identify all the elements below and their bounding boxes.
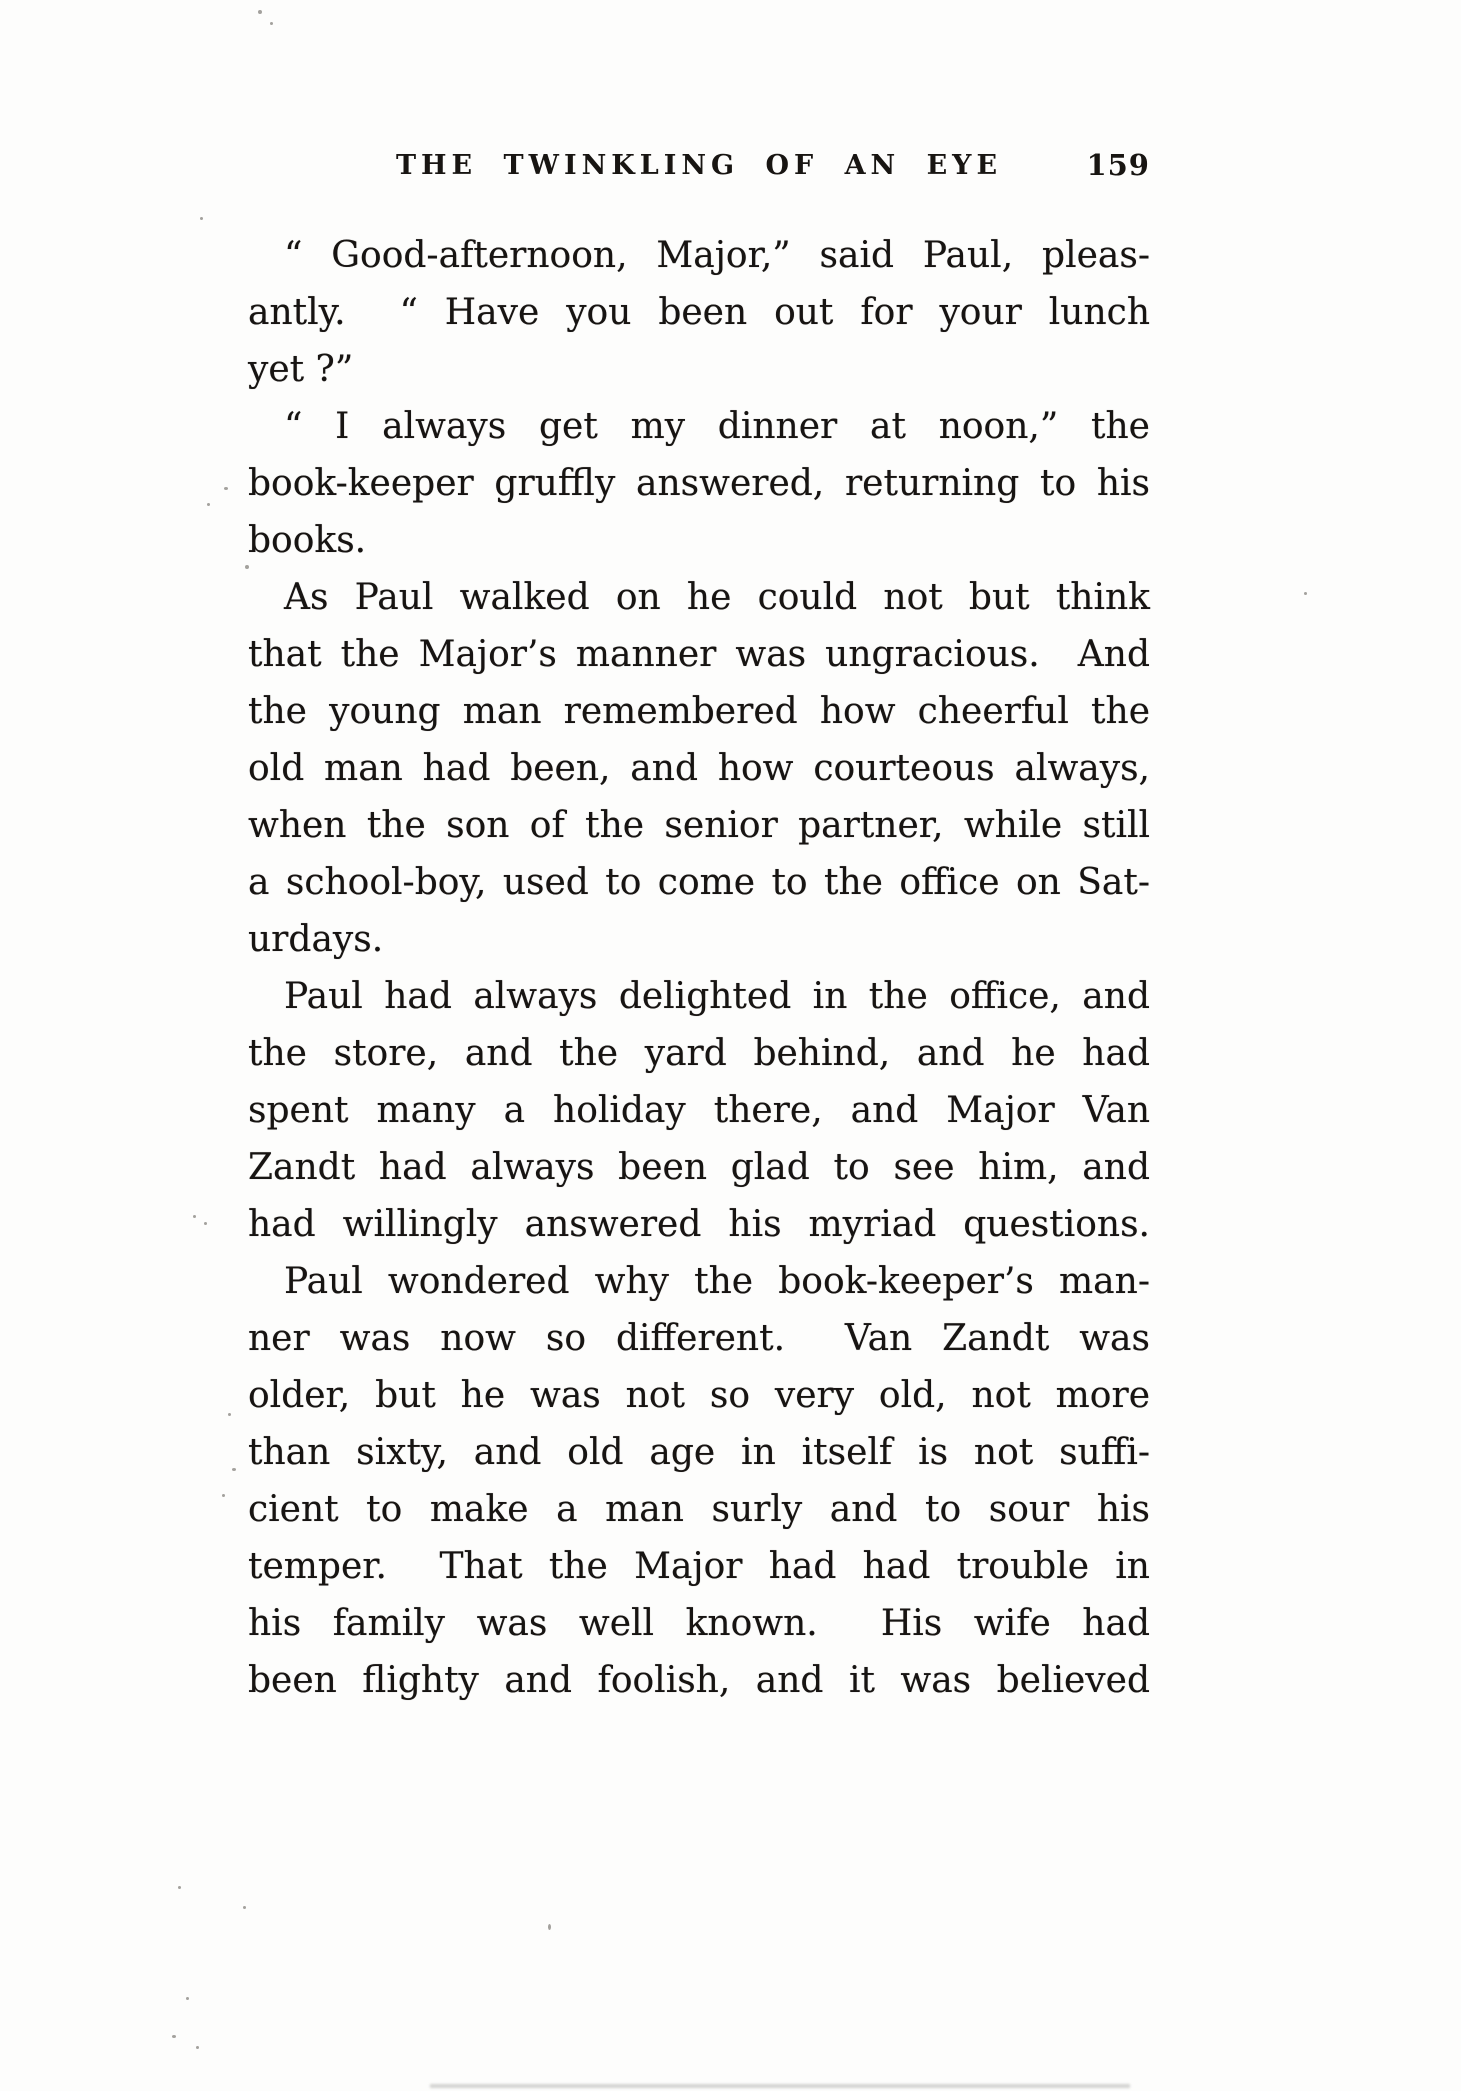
scan-speck <box>224 487 228 490</box>
scan-speck <box>232 1468 236 1471</box>
scan-speck <box>172 2035 176 2038</box>
text-line: when the son of the senior partner, while still <box>248 805 1150 846</box>
text-line: older, but he was not so very old, not more <box>248 1375 1150 1416</box>
scan-speck <box>1304 592 1307 595</box>
scan-speck <box>258 10 262 14</box>
scan-speck <box>245 565 249 569</box>
text-line: a school-boy, used to come to the office on Sat- <box>248 862 1150 903</box>
text-line: the store, and the yard behind, and he had <box>248 1033 1150 1074</box>
text-line: books. <box>248 520 367 561</box>
text-line: “ I always get my dinner at noon,” the <box>284 406 1150 447</box>
scan-speck <box>222 1494 225 1497</box>
chapter-title: THE TWINKLING OF AN EYE <box>395 150 1003 181</box>
scan-speck <box>207 503 210 506</box>
text-line: temper. That the Major had had trouble in <box>248 1546 1150 1587</box>
text-line: book-keeper gruffly answered, returning to his <box>248 463 1150 504</box>
running-header <box>248 150 1150 190</box>
text-line: yet ?” <box>248 349 354 390</box>
scan-speck <box>548 1924 551 1930</box>
scan-speck <box>270 22 273 25</box>
scan-edge-smudge <box>430 2084 1130 2088</box>
scan-speck <box>200 217 203 220</box>
page-body <box>248 227 1150 1709</box>
text-line: Paul had always delighted in the office, and <box>284 976 1150 1017</box>
text-line: ner was now so different. Van Zandt was <box>248 1318 1150 1359</box>
scan-speck <box>178 1886 181 1889</box>
scan-speck <box>243 1906 246 1909</box>
text-line: Paul wondered why the book-keeper’s man- <box>284 1261 1150 1302</box>
text-line: been flighty and foolish, and it was believed <box>248 1660 1150 1701</box>
text-line: “ Good-afternoon, Major,” said Paul, pleas- <box>284 235 1150 276</box>
text-line: spent many a holiday there, and Major Van <box>248 1090 1150 1131</box>
text-line: his family was well known. His wife had <box>248 1603 1150 1644</box>
text-line: urdays. <box>248 919 384 960</box>
text-line: cient to make a man surly and to sour his <box>248 1489 1150 1530</box>
scan-speck <box>204 1222 207 1225</box>
page-number: 159 <box>1086 148 1150 182</box>
scan-speck <box>193 1215 196 1218</box>
text-line: As Paul walked on he could not but think <box>284 577 1150 618</box>
text-line: old man had been, and how courteous always, <box>248 748 1150 789</box>
text-line: had willingly answered his myriad questions. <box>248 1204 1150 1245</box>
scan-speck <box>186 1997 189 2000</box>
scan-speck <box>196 2046 199 2049</box>
text-line: than sixty, and old age in itself is not suffi- <box>248 1432 1150 1473</box>
text-line: the young man remembered how cheerful the <box>248 691 1150 732</box>
text-line: antly. “ Have you been out for your lunch <box>248 292 1150 333</box>
text-line: that the Major’s manner was ungracious. And <box>248 634 1150 675</box>
text-line: Zandt had always been glad to see him, and <box>248 1147 1150 1188</box>
scan-speck <box>228 1413 231 1416</box>
